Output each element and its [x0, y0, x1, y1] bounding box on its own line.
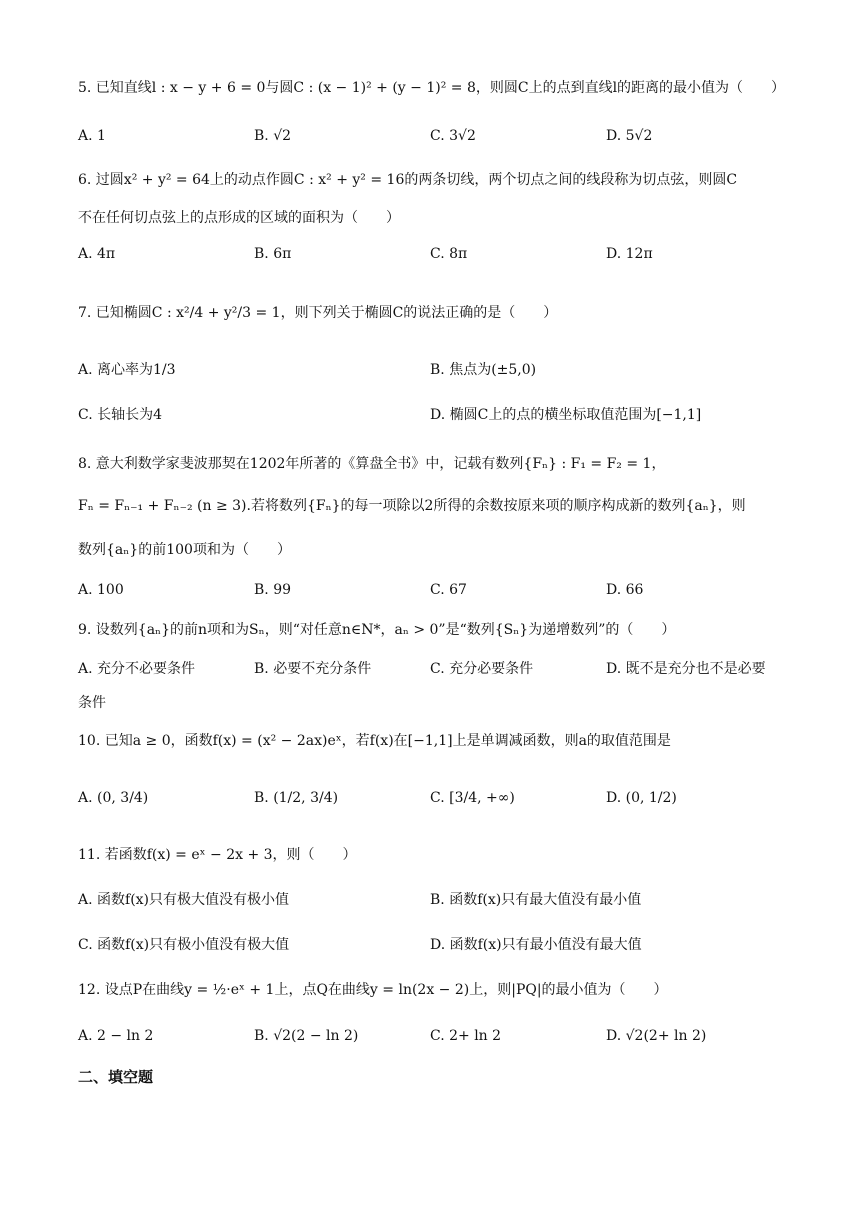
question-9-option-c: C. 充分必要条件 — [430, 661, 534, 677]
question-8-option-a: A. 100 — [78, 582, 124, 598]
question-10-option-c: C. [3/4, +∞) — [430, 790, 515, 806]
question-11-stem: 11. 若函数f(x) = eˣ − 2x + 3，则（ ） — [78, 847, 357, 863]
question-7-option-b: B. 焦点为(±5,0) — [430, 362, 537, 378]
question-10-option-a: A. (0, 3/4) — [78, 790, 149, 806]
question-9-option-d: D. 既不是充分也不是必要 — [606, 661, 766, 677]
question-7-option-a: A. 离心率为1/3 — [78, 362, 176, 378]
question-12-option-d: D. √2(2+ ln 2) — [606, 1028, 707, 1044]
question-8-option-b: B. 99 — [254, 582, 292, 598]
question-9-option-b: B. 必要不充分条件 — [254, 661, 372, 677]
question-6-option-b: B. 6π — [254, 246, 292, 262]
question-11-option-d: D. 函数f(x)只有最小值没有最大值 — [430, 937, 642, 953]
question-12-stem: 12. 设点P在曲线y = ½·eˣ + 1上，点Q在曲线y = ln(2x − 2)上，则|PQ|的最小值为（ ） — [78, 982, 668, 998]
question-5-stem: 5. 已知直线l : x − y + 6 = 0与圆C : (x − 1)² + (y − 1)² = 8，则圆C上的点到直线l的距离的最小值为（ ） — [78, 80, 786, 96]
question-7-stem: 7. 已知椭圆C : x²/4 + y²/3 = 1，则下列关于椭圆C的说法正确的是（ ） — [78, 305, 558, 321]
question-9-stem: 9. 设数列{aₙ}的前n项和为Sₙ，则“对任意n∈N*，aₙ > 0”是“数列{Sₙ}为递增数列”的（ ） — [78, 622, 676, 638]
question-11-option-b: B. 函数f(x)只有最大值没有最小值 — [430, 892, 642, 908]
question-12-option-c: C. 2+ ln 2 — [430, 1028, 502, 1044]
question-10-option-b: B. (1/2, 3/4) — [254, 790, 339, 806]
question-11-option-a: A. 函数f(x)只有极大值没有极小值 — [78, 892, 290, 908]
question-8-stem-line-3: 数列{aₙ}的前100项和为（ ） — [78, 542, 291, 558]
section-title-fill-in: 二、填空题 — [78, 1068, 154, 1086]
question-12-option-b: B. √2(2 − ln 2) — [254, 1028, 359, 1044]
question-9-option-a: A. 充分不必要条件 — [78, 661, 196, 677]
question-10-option-d: D. (0, 1/2) — [606, 790, 677, 806]
question-5-option-d: D. 5√2 — [606, 128, 653, 144]
question-5-option-b: B. √2 — [254, 128, 292, 144]
question-8-option-d: D. 66 — [606, 582, 644, 598]
question-5-option-a: A. 1 — [78, 128, 106, 144]
question-6-stem-line-2: 不在任何切点弦上的点形成的区域的面积为（ ） — [78, 210, 400, 226]
question-6-option-c: C. 8π — [430, 246, 468, 262]
question-12-option-a: A. 2 − ln 2 — [78, 1028, 154, 1044]
question-11-option-c: C. 函数f(x)只有极小值没有极大值 — [78, 937, 290, 953]
question-6-option-d: D. 12π — [606, 246, 653, 262]
question-8-stem-line-1: 8. 意大利数学家斐波那契在1202年所著的《算盘全书》中，记载有数列{Fₙ} : F₁ = F₂ = 1， — [78, 456, 666, 472]
question-9-option-d-continued: 条件 — [78, 695, 106, 711]
question-7-option-d: D. 椭圆C上的点的横坐标取值范围为[−1,1] — [430, 407, 702, 423]
question-6-stem-line-1: 6. 过圆x² + y² = 64上的动点作圆C : x² + y² = 16的两条切线，两个切点之间的线段称为切点弦，则圆C — [78, 172, 738, 188]
question-8-stem-line-2: Fₙ = Fₙ₋₁ + Fₙ₋₂ (n ≥ 3).若将数列{Fₙ}的每一项除以2所得的余数按原来项的顺序构成新的数列{aₙ}，则 — [78, 498, 746, 514]
question-5-option-c: C. 3√2 — [430, 128, 476, 144]
question-10-stem: 10. 已知a ≥ 0，函数f(x) = (x² − 2ax)eˣ，若f(x)在[−1,1]上是单调减函数，则a的取值范围是 — [78, 733, 671, 749]
question-8-option-c: C. 67 — [430, 582, 467, 598]
question-6-option-a: A. 4π — [78, 246, 116, 262]
question-7-option-c: C. 长轴长为4 — [78, 407, 163, 423]
